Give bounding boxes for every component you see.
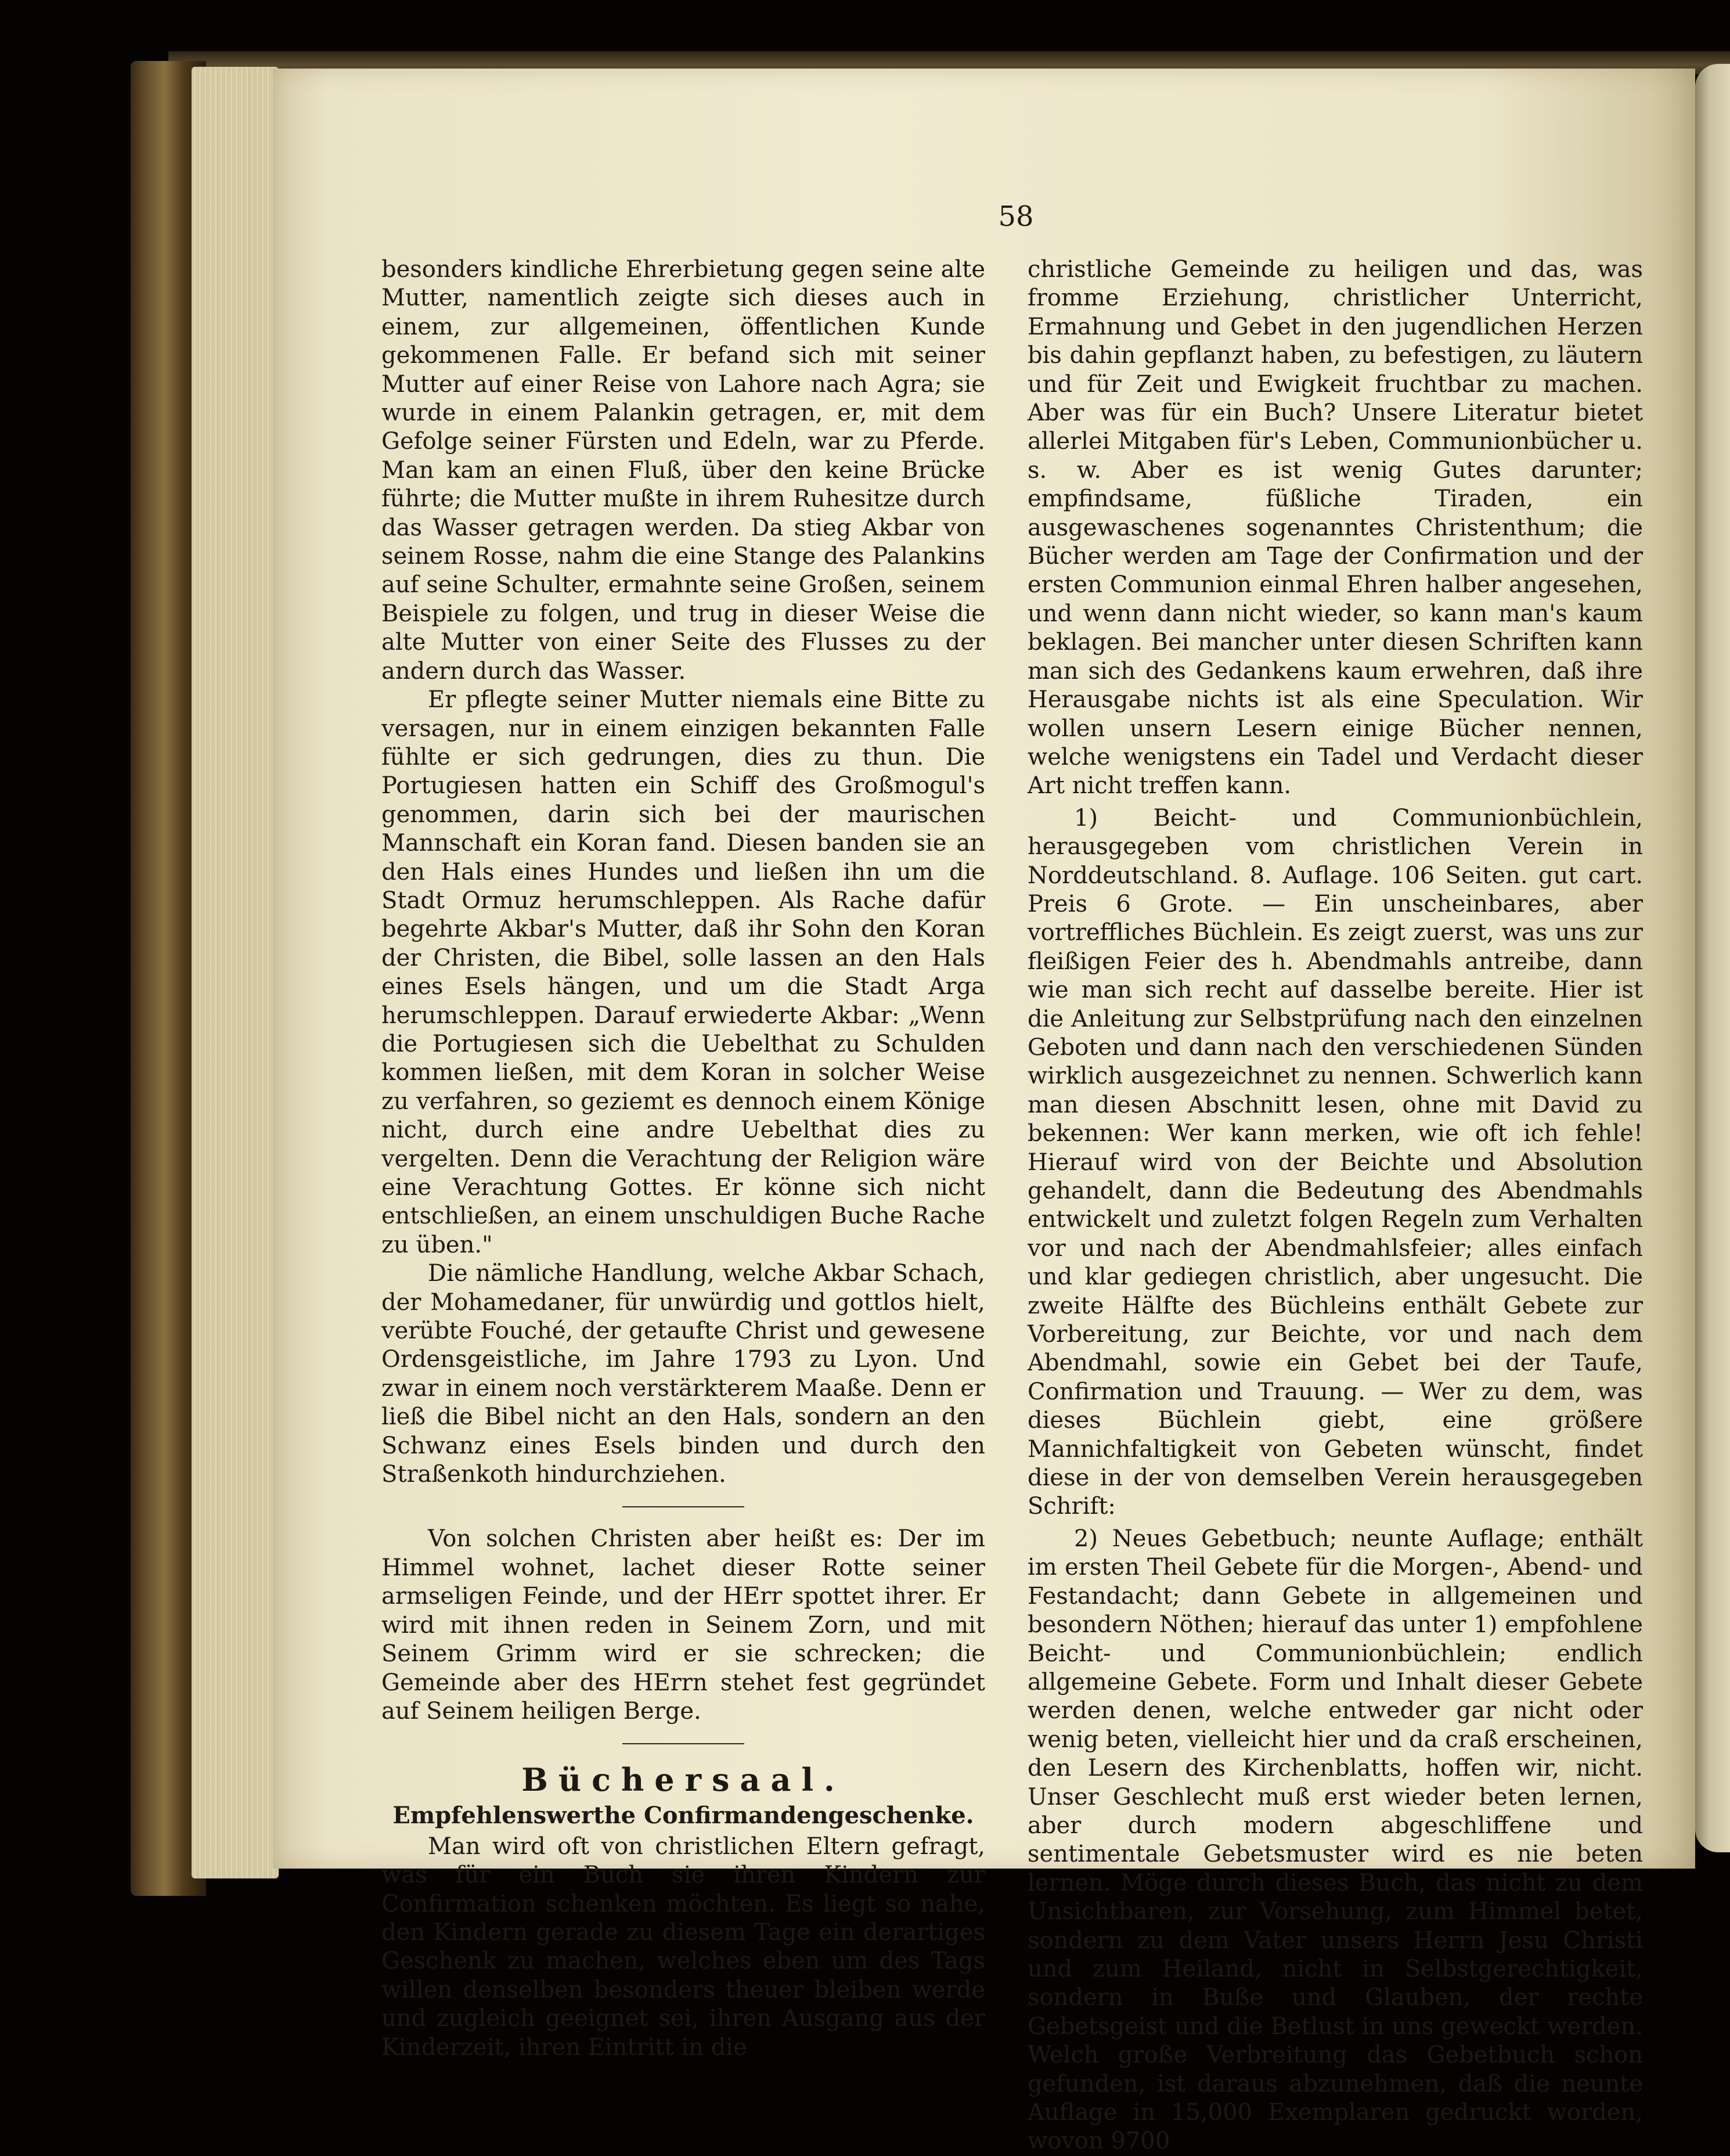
divider-rule	[622, 1506, 744, 1507]
book-review-1: 1) Beicht- und Communionbüchlein, herausgegeben vom christlichen Verein in Norddeutschland. 8. Auflage. 106 Seiten. gut cart. Preis 6 Grote. — Ein unscheinbares, aber vortreffliches Büchlein. Es zeigt zuerst, was uns zur fleißigen Feier des h. Abendmahls antreibe, dann wie man sich recht auf dasselbe bereite. Hier ist die Anleitung zur Selbstprüfung nach den einzelnen Geboten und dann nach den verschiedenen Sünden wirklich ausgezeichnet zu nennen. Schwerlich kann man diesen Abschnitt lesen, ohne mit David zu bekennen: Wer kann merken, wie oft ich fehle! Hierauf wird von der Beichte und Absolution gehandelt, dann die Bedeutung des Abendmahls entwickelt und zuletzt folgen Regeln zum Verhalten vor und nach der Abendmahlsfeier; alles einfach und klar gediegen christlich, aber ungesucht. Die zweite Hälfte des Büchleins enthält Gebete zur Vorbereitung, zur Beichte, vor und nach dem Abendmahl, sowie ein Gebet bei der Taufe, Confirmation und Trauung. — Wer zu dem, was dieses Büchlein giebt, eine größere Mannichfaltigkeit von Gebeten wünscht, findet diese in der von demselben Verein herausgegeben Schrift:	[1028, 804, 1643, 1520]
paragraph: Er pflegte seiner Mutter niemals eine Bitte zu versagen, nur in einem einzigen bekannten Falle fühlte er sich gedrungen, dies zu thun. Die Portugiesen hatten ein Schiff des Großmogul's genommen, darin sich bei der maurischen Mannschaft ein Koran fand. Diesen banden sie an den Hals eines Hundes und ließen ihn um die Stadt Ormuz herumschleppen. Als Rache dafür begehrte Akbar's Mutter, daß ihr Sohn den Koran der Christen, die Bibel, solle lassen an den Hals eines Esels hängen, und um die Stadt Arga herumschleppen. Darauf erwiederte Akbar: „Wenn die Portugiesen sich die Uebelthat zu Schulden kommen ließen, mit dem Koran in solcher Weise zu verfahren, so geziemt es dennoch einem Könige nicht, durch eine andre Uebelthat dies zu vergelten. Denn die Verachtung der Religion wäre eine Verachtung Gottes. Er könne sich nicht entschließen, an einem unschuldigen Buche Rache zu üben."	[381, 686, 985, 1258]
paragraph: Die nämliche Handlung, welche Akbar Schach, der Mohamedaner, für unwürdig und gottlos hielt, verübte Fouché, der getaufte Christ und gewesene Ordensgeistliche, im Jahre 1793 zu Lyon. Und zwar in einem noch verstärkterem Maaße. Denn er ließ die Bibel nicht an den Hals, sondern an den Schwanz eines Esels binden und durch den Straßenkoth hindurchziehen.	[381, 1260, 985, 1488]
paragraph: besonders kindliche Ehrerbietung gegen seine alte Mutter, namentlich zeigte sich dieses auch in einem, zur allgemeinen, öffentlichen Kunde gekommenen Falle. Er befand sich mit seiner Mutter auf einer Reise von Lahore nach Agra; sie wurde in einem Palankin getragen, er, mit dem Gefolge seiner Fürsten und Edeln, war zu Pferde. Man kam an einen Fluß, über den keine Brücke führte; die Mutter mußte in ihrem Ruhesitze durch das Wasser getragen werden. Da stieg Akbar von seinem Rosse, nahm die eine Stange des Palankins auf seine Schulter, ermahnte seine Großen, seinem Beispiele zu folgen, und trug in dieser Weise die alte Mutter von einer Seite des Flusses zu der andern durch das Wasser.	[381, 256, 985, 685]
divider-rule	[622, 1743, 744, 1744]
page-stack-edges	[192, 67, 279, 1878]
right-column	[1028, 255, 1643, 2156]
facing-page-edge	[1695, 64, 1730, 1852]
section-title: Büchersaal.	[521, 1761, 845, 1799]
left-column	[381, 255, 985, 2062]
paragraph: Man wird oft von christlichen Eltern gefragt, was für ein Buch sie ihren Kindern zur Confirmation schenken möchten. Es liegt so nahe, den Kindern gerade zu diesem Tage ein derartiges Geschenk zu machen, welches eben um des Tags willen denselben besonders theuer bleiben werde und zugleich geeignet sei, ihren Ausgang aus der Kinderzeit, ihren Eintritt in die	[381, 1833, 985, 2061]
book-review-2: 2) Neues Gebetbuch; neunte Auflage; enthält im ersten Theil Gebete für die Morgen-, Abend- und Festandacht; dann Gebete in allgemeinen und besondern Nöthen; hierauf das unter 1) empfohlene Beicht- und Communionbüchlein; endlich allgemeine Gebete. Form und Inhalt dieser Gebete werden denen, welche entweder gar nicht oder wenig beten, vielleicht hier und da craß erscheinen, den Lesern des Kirchenblatts, hoffen wir, nicht. Unser Geschlecht muß erst wieder beten lernen, aber durch modern abgeschliffene und sentimentale Gebetsmuster wird es nie beten lernen. Möge durch dieses Buch, das nicht zu dem Unsichtbaren, zur Vorsehung, zum Himmel betet, sondern zu dem Vater unsers Herrn Jesu Christi und zum Heiland, nicht in Selbstgerechtigkeit, sondern in Buße und Glauben, der rechte Gebetsgeist und die Betlust in uns geweckt werden. Welch große Verbreitung das Gebetbuch schon gefunden, ist daraus abzunehmen, daß die neunte Auflage in 15,000 Exemplaren gedruckt worden, wovon 9700	[1028, 1525, 1643, 2155]
paragraph: christliche Gemeinde zu heiligen und das, was fromme Erziehung, christlicher Unterricht, Ermahnung und Gebet in den jugendlichen Herzen bis dahin gepflanzt haben, zu befestigen, zu läutern und für Zeit und Ewigkeit fruchtbar zu machen. Aber was für ein Buch? Unsere Literatur bietet allerlei Mitgaben für's Leben, Communionbücher u. s. w. Aber es ist wenig Gutes darunter; empfindsame, füßliche Tiraden, ein ausgewaschenes sogenanntes Christenthum; die Bücher werden am Tage der Confirmation und der ersten Communion einmal Ehren halber angesehen, und wenn dann nicht wieder, so kann man's kaum beklagen. Bei mancher unter diesen Schriften kann man sich des Gedankens kaum erwehren, daß ihre Herausgabe nichts ist als eine Speculation. Wir wollen unsern Lesern einige Bücher nennen, welche wenigstens ein Tadel und Verdacht dieser Art nicht treffen kann.	[1028, 256, 1643, 800]
section-subtitle: Empfehlenswerthe Confirmandengeschenke.	[392, 1802, 974, 1830]
page-number: 58	[998, 200, 1034, 233]
paragraph: Von solchen Christen aber heißt es: Der im Himmel wohnet, lachet dieser Rotte seiner armseligen Feinde, und der HErr spottet ihrer. Er wird mit ihnen reden in Seinem Zorn, und mit Seinem Grimm wird er sie schrecken; die Gemeinde aber des HErrn stehet fest gegründet auf Seinem heiligen Berge.	[381, 1525, 985, 1725]
